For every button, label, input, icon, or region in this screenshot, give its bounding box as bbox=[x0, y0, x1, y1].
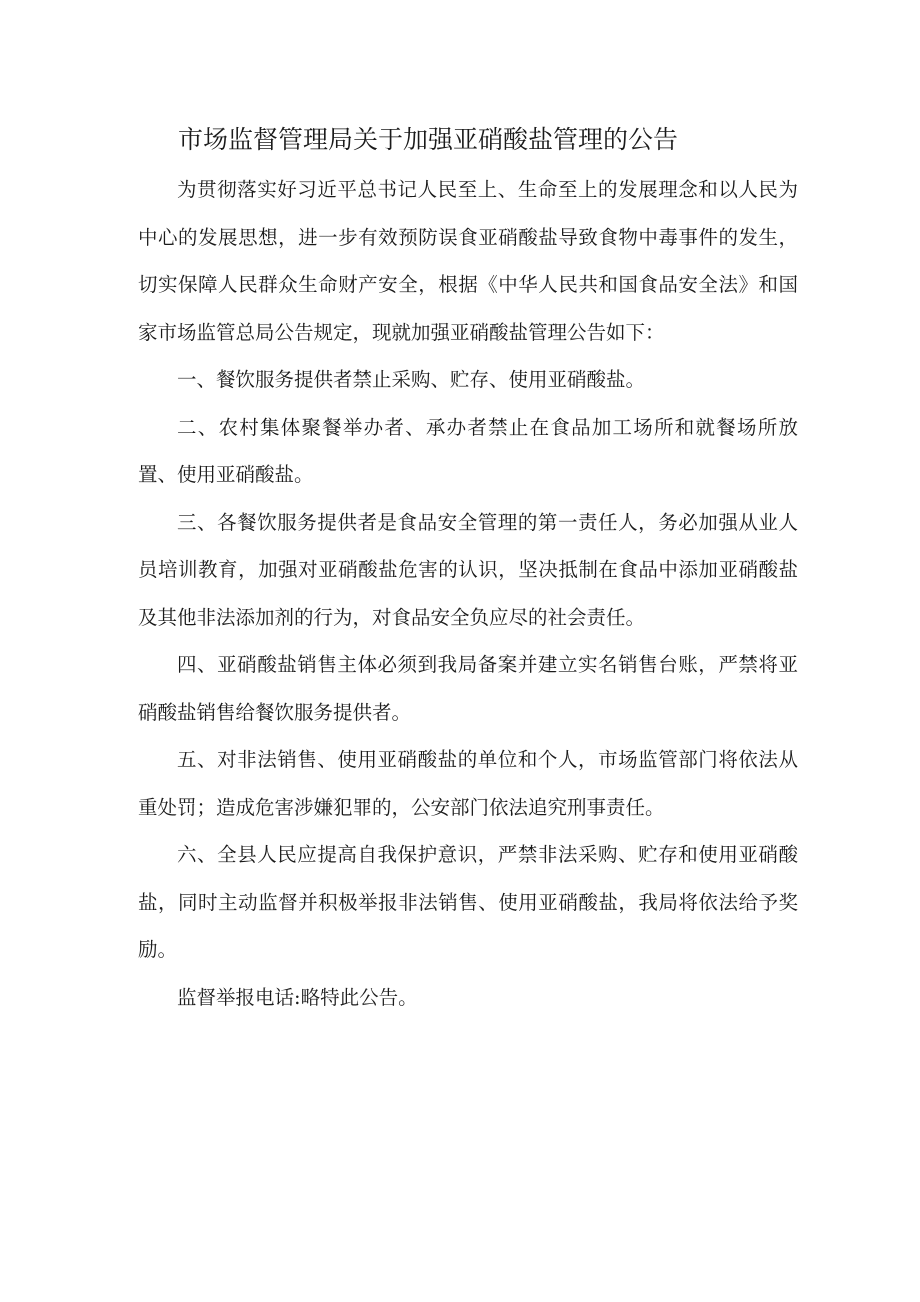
paragraph-item-5: 五、对非法销售、使用亚硝酸盐的单位和个人，市场监管部门将依法从重处罚；造成危害涉嫌犯罪的，公安部门依法追究刑事责任。 bbox=[138, 748, 798, 819]
document-title: 市场监督管理局关于加强亚硝酸盐管理的公告 bbox=[178, 125, 679, 154]
paragraph-item-1: 一、餐饮服务提供者禁止采购、贮存、使用亚硝酸盐。 bbox=[177, 368, 646, 391]
document-body bbox=[138, 166, 798, 1021]
paragraph-item-4: 四、亚硝酸盐销售主体必须到我局备案并建立实名销售台账，严禁将亚硝酸盐销售给餐饮服务提供者。 bbox=[138, 653, 798, 724]
paragraph-item-3: 三、各餐饮服务提供者是食品安全管理的第一责任人，务必加强从业人员培训教育，加强对亚硝酸盐危害的认识，坚决抵制在食品中添加亚硝酸盐及其他非法添加剂的行为，对食品安全负应尽的社会责任。 bbox=[138, 510, 798, 629]
paragraph-item-2: 二、农村集体聚餐举办者、承办者禁止在食品加工场所和就餐场所放置、使用亚硝酸盐。 bbox=[138, 415, 798, 486]
paragraph-item-6: 六、全县人民应提高自我保护意识，严禁非法采购、贮存和使用亚硝酸盐，同时主动监督并积极举报非法销售、使用亚硝酸盐，我局将依法给予奖励。 bbox=[138, 843, 798, 961]
paragraph-closing: 监督举报电话:略特此公告。 bbox=[177, 985, 418, 1009]
paragraph-intro: 为贯彻落实好习近平总书记人民至上、生命至上的发展理念和以人民为中心的发展思想，进一步有效预防误食亚硝酸盐导致食物中毒事件的发生，切实保障人民群众生命财产安全，根据《中华人民共和国食品安全法》和国家市场监管总局公告规定，现就加强亚硝酸盐管理公告如下： bbox=[138, 178, 798, 344]
